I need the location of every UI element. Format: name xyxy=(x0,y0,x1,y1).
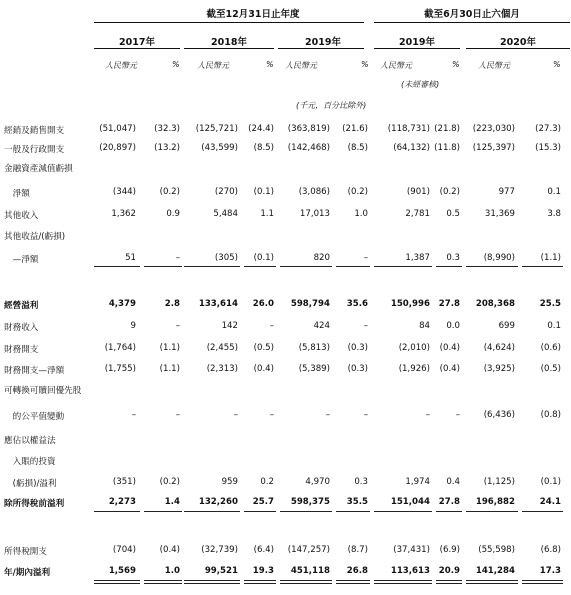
table-cell: (27.3) xyxy=(535,124,561,134)
year-rule-2020-half xyxy=(466,48,570,49)
table-cell: (0.2) xyxy=(159,187,180,197)
group-header-half: 截至6月30日止六個月 xyxy=(424,9,520,20)
table-cell: (125,721) xyxy=(195,124,238,134)
table-cell: (0.4) xyxy=(439,343,460,353)
column-underline xyxy=(436,580,462,584)
table-cell: 35.6 xyxy=(346,299,368,309)
column-underline xyxy=(374,580,432,584)
row-label: 其他收入 xyxy=(4,211,39,221)
table-cell: (363,819) xyxy=(287,124,330,134)
table-cell: 4,970 xyxy=(305,477,330,487)
row-label: 財務開支—淨額 xyxy=(4,366,65,376)
table-cell: (6,436) xyxy=(483,410,515,420)
table-cell: 0.1 xyxy=(547,187,561,197)
row-label: 金融資產減值虧損 xyxy=(4,164,73,174)
table-cell: 17.3 xyxy=(539,566,561,576)
table-cell: 451,118 xyxy=(290,566,330,576)
table-cell: 1,569 xyxy=(108,566,136,576)
table-cell: 151,044 xyxy=(390,497,430,507)
column-underline xyxy=(184,580,240,584)
table-cell: 820 xyxy=(313,253,330,263)
table-cell: 959 xyxy=(221,477,238,487)
table-cell: – xyxy=(131,410,136,420)
table-cell: (305) xyxy=(214,253,238,263)
table-cell: 2,273 xyxy=(108,497,136,507)
table-cell: (142,468) xyxy=(287,143,330,153)
table-cell: (901) xyxy=(406,187,430,197)
year-2018: 2018年 xyxy=(211,37,247,48)
table-cell: 196,882 xyxy=(475,497,515,507)
row-label: 財務開支 xyxy=(4,345,39,355)
table-cell: (0.1) xyxy=(253,187,274,197)
column-underline xyxy=(244,511,276,512)
table-cell: 1,974 xyxy=(405,477,430,487)
row-label: 應佔以權益法 xyxy=(4,436,56,446)
column-underline xyxy=(336,266,370,267)
table-cell: 27.8 xyxy=(438,299,460,309)
table-cell: (5,813) xyxy=(298,343,330,353)
rmb-subheader: 人民幣元 xyxy=(285,61,317,70)
row-label: 經銷及銷售開支 xyxy=(4,126,65,136)
table-cell: 0.2 xyxy=(260,477,274,487)
table-cell: 27.8 xyxy=(438,497,460,507)
table-cell: 24.1 xyxy=(539,497,561,507)
column-underline xyxy=(184,266,240,267)
column-underline xyxy=(280,266,332,267)
table-cell: (5,389) xyxy=(298,364,330,374)
table-cell: (64,132) xyxy=(393,143,430,153)
group-header-year: 截至12月31日止年度 xyxy=(206,9,300,20)
table-cell: 598,375 xyxy=(290,497,330,507)
column-underline xyxy=(466,580,518,584)
table-cell: (0.5) xyxy=(253,343,274,353)
row-label: 除所得稅前溢利 xyxy=(4,499,65,509)
group-rule-year xyxy=(94,22,364,23)
table-cell: (351) xyxy=(112,477,136,487)
table-cell: 1.4 xyxy=(164,497,180,507)
column-underline xyxy=(280,580,332,584)
table-cell: (147,257) xyxy=(287,545,330,555)
column-underline xyxy=(244,580,276,584)
table-cell: (223,030) xyxy=(472,124,515,134)
table-cell: (1.1) xyxy=(159,364,180,374)
table-cell: – xyxy=(175,321,180,331)
table-cell: (8,990) xyxy=(483,253,515,263)
table-cell: 0.0 xyxy=(446,321,460,331)
column-underline xyxy=(336,511,370,512)
table-cell: – xyxy=(233,410,238,420)
table-cell: 84 xyxy=(419,321,430,331)
table-cell: (0.1) xyxy=(253,253,274,263)
table-cell: – xyxy=(175,410,180,420)
column-underline xyxy=(94,580,140,584)
table-cell: (51,047) xyxy=(99,124,136,134)
table-cell: (0.2) xyxy=(439,187,460,197)
column-underline xyxy=(374,266,432,267)
table-cell: (15.3) xyxy=(535,143,561,153)
pct-subheader: % xyxy=(172,60,180,69)
column-underline xyxy=(522,511,563,512)
table-cell: (55,598) xyxy=(478,545,515,555)
unit-note: (千元，百分比除外) xyxy=(296,101,367,110)
table-cell: 0.4 xyxy=(446,477,460,487)
table-cell: 31,369 xyxy=(484,209,515,219)
table-cell: (6.8) xyxy=(540,545,561,555)
table-cell: 1.1 xyxy=(260,209,274,219)
table-cell: – xyxy=(363,410,368,420)
column-underline xyxy=(184,511,240,512)
table-cell: (1,926) xyxy=(398,364,430,374)
column-underline xyxy=(466,266,518,267)
unaudited-note: (未經審核) xyxy=(401,80,440,89)
column-underline xyxy=(280,511,332,512)
table-cell: (3,925) xyxy=(483,364,515,374)
column-underline xyxy=(144,511,182,512)
table-cell: (8.7) xyxy=(347,545,368,555)
table-cell: – xyxy=(269,321,274,331)
table-cell: (13.2) xyxy=(154,143,180,153)
table-cell: (344) xyxy=(112,187,136,197)
table-cell: (118,731) xyxy=(387,124,430,134)
pct-subheader: % xyxy=(266,60,274,69)
row-label: 年/期內溢利 xyxy=(4,568,51,578)
table-cell: (32.3) xyxy=(154,124,180,134)
year-rule-2017 xyxy=(94,48,180,49)
table-cell: 1.0 xyxy=(354,209,368,219)
table-cell: 25.7 xyxy=(252,497,274,507)
pct-subheader: % xyxy=(361,60,369,69)
column-underline xyxy=(94,511,140,512)
table-cell: 1.0 xyxy=(164,566,180,576)
row-label: 可轉換可贖回優先股 xyxy=(4,386,82,396)
table-cell: 141,284 xyxy=(475,566,515,576)
table-cell: 51 xyxy=(125,253,136,263)
year-2019-half: 2019年 xyxy=(399,37,435,48)
table-cell: (0.1) xyxy=(540,477,561,487)
table-cell: 0.9 xyxy=(166,209,180,219)
rmb-subheader: 人民幣元 xyxy=(380,61,412,70)
table-cell: (32,739) xyxy=(201,545,238,555)
table-cell: (0.4) xyxy=(439,364,460,374)
table-cell: 19.3 xyxy=(252,566,274,576)
table-cell: (43,599) xyxy=(201,143,238,153)
table-cell: 2,781 xyxy=(405,209,430,219)
table-cell: (704) xyxy=(112,545,136,555)
row-label: 其他收益/(虧損) xyxy=(4,232,66,242)
year-2017: 2017年 xyxy=(119,37,155,48)
table-cell: 0.1 xyxy=(547,321,561,331)
row-label: 所得稅開支 xyxy=(4,547,47,557)
column-underline xyxy=(144,580,182,584)
table-cell: 1,362 xyxy=(111,209,136,219)
table-cell: 3.8 xyxy=(547,209,561,219)
table-cell: (20,897) xyxy=(99,143,136,153)
row-label: (虧損)/溢利 xyxy=(4,479,57,489)
column-underline xyxy=(374,511,432,512)
table-cell: 0.3 xyxy=(354,477,368,487)
rmb-subheader: 人民幣元 xyxy=(478,61,510,70)
column-underline xyxy=(94,266,140,267)
table-cell: 208,368 xyxy=(475,299,515,309)
table-cell: (0.3) xyxy=(347,343,368,353)
column-underline xyxy=(244,266,276,267)
column-underline xyxy=(466,511,518,512)
table-cell: (0.2) xyxy=(159,477,180,487)
table-cell: 5,484 xyxy=(213,209,238,219)
table-cell: – xyxy=(363,253,368,263)
table-cell: (1,764) xyxy=(104,343,136,353)
pct-subheader: % xyxy=(452,60,460,69)
table-cell: 0.3 xyxy=(446,253,460,263)
row-label: 財務收入 xyxy=(4,323,39,333)
table-cell: – xyxy=(269,410,274,420)
table-cell: 26.8 xyxy=(346,566,368,576)
column-underline xyxy=(336,580,370,584)
table-cell: 9 xyxy=(130,321,136,331)
table-cell: 424 xyxy=(313,321,330,331)
column-underline xyxy=(522,580,563,584)
table-cell: – xyxy=(363,321,368,331)
table-cell: 1,387 xyxy=(405,253,430,263)
table-cell: 113,613 xyxy=(390,566,430,576)
table-cell: (24.4) xyxy=(248,124,274,134)
table-cell: – xyxy=(425,410,430,420)
row-label: 經營溢利 xyxy=(4,301,39,311)
table-cell: (37,431) xyxy=(393,545,430,555)
table-cell: 26.0 xyxy=(252,299,274,309)
table-cell: (21.8) xyxy=(434,124,460,134)
table-cell: (6.9) xyxy=(439,545,460,555)
rmb-subheader: 人民幣元 xyxy=(197,61,229,70)
table-cell: (0.4) xyxy=(253,364,274,374)
table-cell: (270) xyxy=(214,187,238,197)
table-cell: 0.5 xyxy=(446,209,460,219)
table-cell: 35.5 xyxy=(346,497,368,507)
table-cell: (6.4) xyxy=(253,545,274,555)
rmb-subheader: 人民幣元 xyxy=(105,61,137,70)
column-underline xyxy=(144,266,182,267)
table-cell: (0.3) xyxy=(347,364,368,374)
table-cell: 99,521 xyxy=(204,566,238,576)
year-rule-2018 xyxy=(184,48,274,49)
table-cell: 20.9 xyxy=(438,566,460,576)
column-underline xyxy=(436,511,462,512)
table-cell: (1,125) xyxy=(483,477,515,487)
table-cell: 132,260 xyxy=(198,497,238,507)
table-cell: (0.5) xyxy=(540,364,561,374)
table-cell: (2,455) xyxy=(206,343,238,353)
table-cell: (2,010) xyxy=(398,343,430,353)
table-cell: (0.2) xyxy=(347,187,368,197)
table-cell: 977 xyxy=(498,187,515,197)
pct-subheader: % xyxy=(553,60,561,69)
row-label: 一般及行政開支 xyxy=(4,145,65,155)
table-cell: 4,379 xyxy=(108,299,136,309)
column-underline xyxy=(522,266,563,267)
table-cell: (0.6) xyxy=(540,343,561,353)
table-cell: (8.5) xyxy=(347,143,368,153)
table-cell: 150,996 xyxy=(390,299,430,309)
table-cell: (1.1) xyxy=(159,343,180,353)
table-cell: (0.8) xyxy=(540,410,561,420)
table-cell: (0.4) xyxy=(159,545,180,555)
table-cell: (1.1) xyxy=(540,253,561,263)
table-cell: – xyxy=(455,410,460,420)
table-cell: (125,397) xyxy=(472,143,515,153)
group-rule-half xyxy=(374,22,570,23)
year-2020-half: 2020年 xyxy=(500,37,536,48)
table-cell: – xyxy=(175,253,180,263)
row-label: 的公平值變動 xyxy=(4,412,65,422)
year-rule-2019 xyxy=(278,48,364,49)
table-cell: (1,755) xyxy=(104,364,136,374)
year-2019: 2019年 xyxy=(305,37,341,48)
table-cell: (3,086) xyxy=(298,187,330,197)
table-cell: 2.8 xyxy=(164,299,180,309)
table-cell: (2,313) xyxy=(206,364,238,374)
table-cell: (8.5) xyxy=(253,143,274,153)
column-underline xyxy=(436,266,462,267)
row-label: 淨額 xyxy=(4,189,30,199)
table-cell: 598,794 xyxy=(290,299,330,309)
table-cell: – xyxy=(325,410,330,420)
table-cell: 25.5 xyxy=(539,299,561,309)
table-cell: (4,624) xyxy=(483,343,515,353)
year-rule-2019-half xyxy=(374,48,460,49)
row-label: 入賬的投資 xyxy=(4,457,56,467)
table-cell: 699 xyxy=(498,321,515,331)
row-label: —淨額 xyxy=(4,255,39,265)
table-cell: 133,614 xyxy=(198,299,238,309)
table-cell: (21.6) xyxy=(342,124,368,134)
table-cell: (11.8) xyxy=(434,143,460,153)
table-cell: 17,013 xyxy=(299,209,330,219)
table-cell: 142 xyxy=(221,321,238,331)
